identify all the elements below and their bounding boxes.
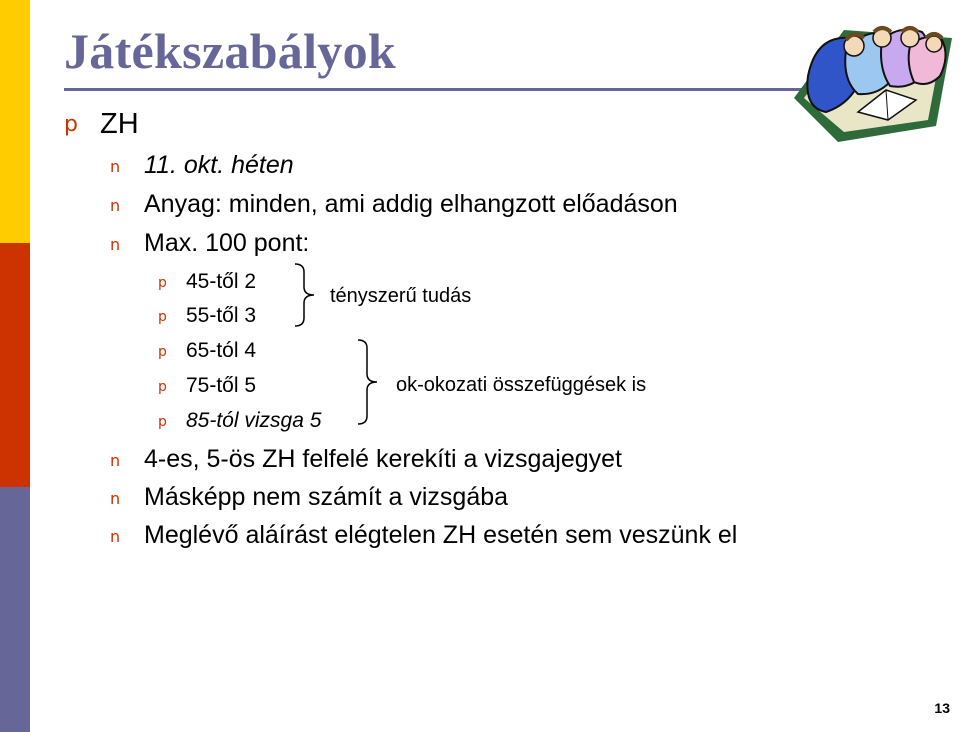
- side-bar-blue: [0, 487, 30, 732]
- bullet-marker: n: [110, 157, 121, 176]
- bullet-marker: p: [64, 112, 78, 137]
- bullet-marker: n: [110, 489, 121, 508]
- bullet-marker: p: [158, 344, 167, 360]
- title-underline: [64, 88, 844, 91]
- page-number: 13: [934, 700, 950, 716]
- item-text: Meglévő aláírást elégtelen ZH esetén sem veszünk el: [144, 521, 738, 549]
- item-text: Max. 100 pont:: [144, 229, 310, 257]
- grade-text: 45-től 2: [186, 270, 257, 293]
- item-text: Anyag: minden, ami addig elhangzott előadáson: [144, 190, 678, 218]
- bullet-marker: n: [110, 451, 121, 470]
- item-text: 11. okt. héten: [144, 151, 294, 179]
- side-bar-red: [0, 243, 30, 487]
- bullet-marker: p: [158, 275, 167, 291]
- item-text: 4-es, 5-ös ZH felfelé kerekíti a vizsgajegyet: [144, 445, 622, 473]
- grade-text: 55-től 3: [186, 304, 257, 327]
- brace-causal: [355, 338, 381, 426]
- grade-text: 75-től 5: [186, 374, 257, 397]
- bullet-marker: n: [110, 527, 121, 546]
- brace-label-causal: ok-okozati összefüggések is: [396, 374, 647, 396]
- bullet-marker: n: [110, 196, 121, 215]
- brace-label-factual: tényszerű tudás: [330, 285, 472, 307]
- bullet-text: ZH: [100, 108, 139, 140]
- side-bar-yellow: [0, 0, 30, 243]
- brace-factual: [292, 262, 318, 328]
- grade-text: 65-tól 4: [186, 339, 257, 362]
- bullet-marker: p: [158, 414, 167, 430]
- bullet-marker: p: [158, 379, 167, 395]
- bullet-marker: p: [158, 309, 167, 325]
- slide-title: Játékszabályok: [64, 23, 397, 79]
- item-text: Másképp nem számít a vizsgába: [144, 483, 509, 511]
- bullet-marker: n: [110, 235, 121, 254]
- students-reading-icon: [786, 16, 954, 144]
- grade-text: 85-tól vizsga 5: [186, 409, 322, 432]
